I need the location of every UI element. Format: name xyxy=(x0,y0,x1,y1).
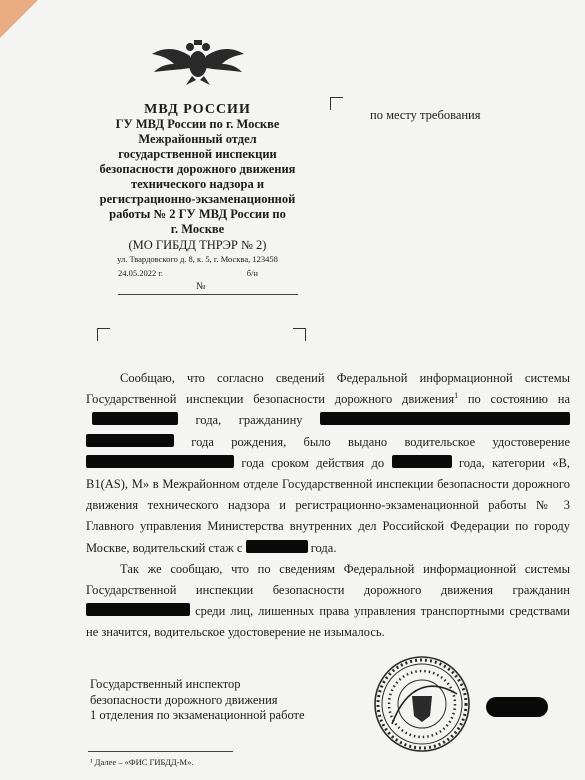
redaction xyxy=(86,455,234,468)
sender-header xyxy=(90,102,305,266)
redaction xyxy=(392,455,452,468)
corner-bracket xyxy=(293,328,306,341)
dept-line: работы № 2 ГУ МВД России по xyxy=(109,207,286,221)
dept-line: технического надзора и xyxy=(130,177,265,191)
double-headed-eagle-emblem-icon xyxy=(150,38,246,86)
number-sign: № xyxy=(196,281,206,292)
directorate-name: ГУ МВД России по г. Москве xyxy=(115,117,280,131)
corner-bracket xyxy=(97,328,110,341)
signature-redaction xyxy=(486,697,548,717)
dept-line: регистрационно-экзаменационной xyxy=(99,192,296,206)
footnote-ref: 1 xyxy=(454,391,459,401)
recipient: по месту требования xyxy=(370,108,481,122)
paragraph-1: Сообщаю, что согласно сведений Федеральной информационной системы Государственной инспекции безопасности дорожного движения$^1$ по состоянию на года, гражданину года рождения, было выдано водительское удостоверение года сроком действия до года, категории «В, В1(AS), М» в Межрайонном отделе Государственной инспекции безопасности дорожного движения технического надзора и регистрационно-экзаменационной работы № 3 Главного управления Министерства внутренних дел Российской Федерации по городу Москве, водительский стаж с года. xyxy=(86,371,570,555)
ministry-name: МВД РОССИИ xyxy=(144,102,251,117)
dept-line: Межрайонный отдел xyxy=(138,132,257,146)
footnote-separator xyxy=(88,751,233,752)
sender-address: ул. Твардовского д. 8, к. 5, г. Москва, 123458 xyxy=(117,254,278,264)
dept-line: г. Москве xyxy=(170,222,225,236)
redaction xyxy=(246,540,308,553)
dept-line: безопасности дорожного движения xyxy=(99,162,296,176)
letter-number: б/н xyxy=(246,268,258,278)
letter-date: 24.05.2022 г. xyxy=(118,268,164,278)
letter-body xyxy=(86,368,570,644)
date-row xyxy=(118,268,298,278)
redaction xyxy=(86,434,174,447)
redaction xyxy=(86,603,190,616)
signer-title: Государственный инспектор безопасности дорожного движения 1 отделения по экзаменационной работе xyxy=(90,677,305,722)
number-line xyxy=(118,283,298,295)
dept-abbreviation: (МО ГИБДД ТНРЭР № 2) xyxy=(128,238,267,252)
dept-line: государственной инспекции xyxy=(118,147,277,161)
footnote: ¹ Далее – «ФИС ГИБДД-М». xyxy=(90,757,194,767)
redaction xyxy=(92,412,178,425)
scan-corner-mark xyxy=(0,0,38,38)
official-seal-icon xyxy=(372,654,472,754)
redaction xyxy=(320,412,570,425)
paragraph-2: Так же сообщаю, что по сведениям Федеральной информационной системы Государственной инспекции безопасности дорожного движения гражданин среди лиц, лишенных права управления транспортными средствами не значится, водительское удостоверение не изымалось. xyxy=(86,561,570,640)
corner-bracket xyxy=(330,97,343,110)
